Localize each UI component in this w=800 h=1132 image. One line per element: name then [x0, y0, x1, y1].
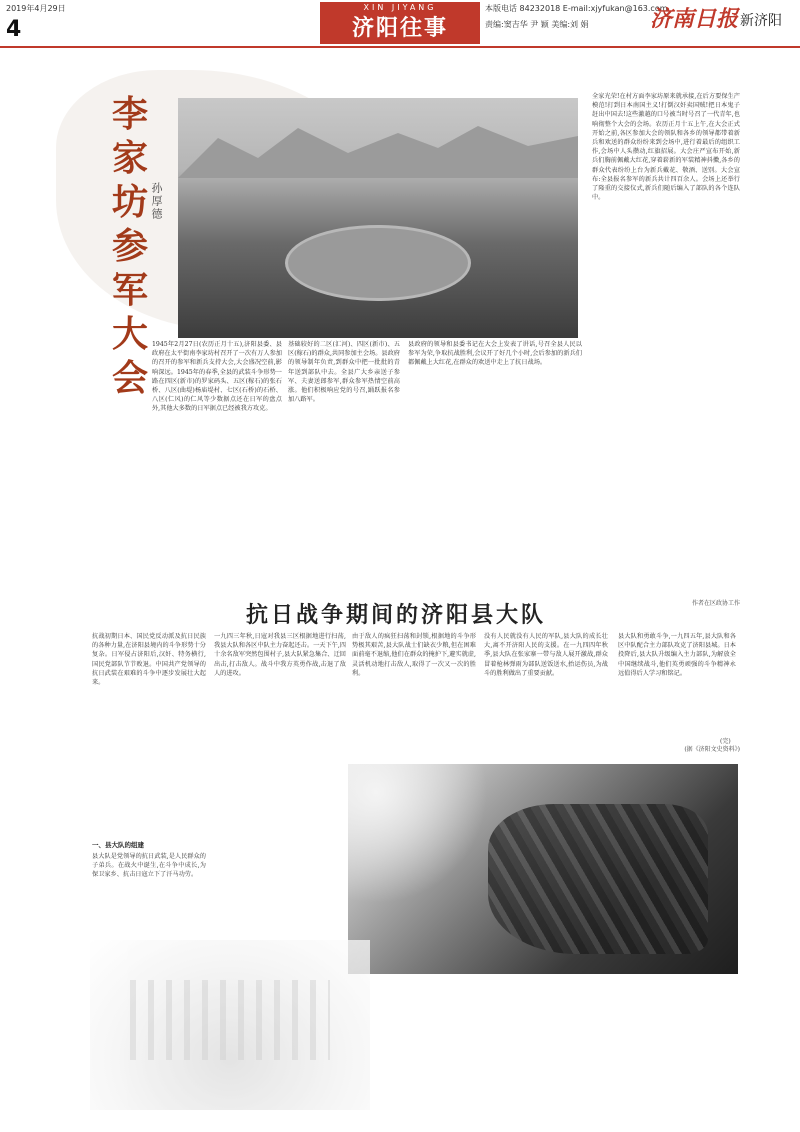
article2-col1b: 县大队是党领导的抗日武装,是人民群众的子弟兵。在战火中诞生,在斗争中成长,为保卫家乡、抗击日寇立下了汗马功劳。 [92, 853, 206, 879]
newspaper-sub-edition: 新济阳 [740, 13, 782, 29]
title-char: 参 [111, 225, 148, 267]
title-char: 大 [111, 313, 148, 355]
article1-credit: 作者在区政协工作 [691, 600, 740, 607]
title-char: 家 [111, 137, 148, 179]
title-char: 军 [111, 269, 148, 311]
soldiers-photo [348, 764, 738, 974]
section-pinyin: XIN JIYANG [320, 2, 480, 14]
section-title: 济阳往事 [351, 16, 448, 41]
photo-mist [348, 764, 488, 904]
page-header [0, 0, 800, 48]
ink-trees [130, 980, 330, 1060]
article2-col4: 没有人民就没有人民的军队,县大队的成长壮大,离不开济阳人民的支援。在一九四四年秋季,县大队在张家寨一带与敌人展开激战,群众冒着枪林弹雨为部队送饭送水,抬运伤员,为战斗的胜利做出了重要贡献。 [484, 633, 608, 677]
article1-author: 孙厚德 [150, 182, 163, 221]
section-banner [320, 14, 480, 44]
page-number: 4 [6, 17, 22, 42]
newspaper-logo: 济南日报 [650, 6, 739, 32]
ink-landscape-decoration [90, 940, 370, 1110]
article1-title [108, 92, 152, 400]
article1-body-mid2: 县政府的领导和县委书记在大会上发表了讲话,号召全县人民以参军为荣,争取抗战胜利,会议开了好几个小时,会后参加的新兵们都佩戴上大红花,在群众的欢送中走上了抗日战场。 [408, 341, 582, 367]
article2-col2: 一九四三年秋,日寇对我县三区根据地进行扫荡,我县大队和各区中队主力奋起还击。一天下午,四十余名敌军突然包围村子,县大队紧急集合、迂回出击,打击敌人。战斗中我方英勇作战,击退了敌人的进攻。 [214, 633, 346, 677]
article1-body-right: 全家光荣!在村方面李家坊原来就承接,在后方要保生产模范!打到日本南国主义!打倒汉奸卖国贼!把日本鬼子赶出中国去!这些激越的口号被当时号召了一代青年,也响彻整个大会的会场。农历正月十五上午,在大会正式开始之前,各区参加大会的领队和各乡的领导都带着新兵和欢送的群众纷纷来到会场中,进行着最后的组织工作,会场中人头攒动,红旗招展。大会庄严宣布开始,新兵们胸前佩戴大红花,穿着崭新的军装精神抖擞,各乡的群众代表纷纷上台为新兵戴花、敬酒、送别。大会宣布:全县报名参军的新兵共计四百余人。会场上还举行了隆重的交接仪式,新兵们随后编入了部队的各个连队中。 [592, 93, 740, 202]
title-char: 李 [111, 93, 148, 135]
title-char: 会 [111, 357, 148, 399]
issue-date: 2019年4月29日 [6, 4, 66, 13]
article2-col5: 县大队和勇敢斗争,一九四五年,县大队和各区中队配合主力部队攻克了济阳县城。日本投降后,县大队升级编入主力部队,为解放全中国继续战斗,他们英勇顽强的斗争精神永远值得后人学习和铭记。 [618, 633, 736, 677]
article2-subhead: 一、县大队的组建 [92, 841, 144, 849]
editor-credits: 责编:窦吉华 尹 颖 美编:刘 娟 [485, 20, 589, 29]
article2-title: 抗日战争期间的济阳县大队 [245, 602, 546, 628]
article1-body-mid: 基础较好的二区(汇河)、四区(新市)、五区(稼石)的群众,共同参加主会场。县政府的领导制年负责,到群众中把一批批的青年送到部队中去。全县广大乡亲送子参军、夫妻送郎参军,群众参军热情空前高涨。他们积极响应党的号召,踊跃报名参加八路军。 [288, 341, 400, 404]
article2-col1: 抗战初期日本、国民党反动派及抗日民族的各种力量,在济阳县境内的斗争形势十分复杂。日军侵占济阳后,汉奸、特务横行,国民党部队节节败退。中国共产党领导的抗日武装在艰难的斗争中逐步发展壮大起来。 [92, 633, 206, 687]
article1-body-left: 1945年2月27日(农历正月十五),济阳县委、县政府在太平街南李家坊村召开了一次有万人参加的召开的参军和新兵支持大会,大会盛况空前,影响深远。1945年的春季,全县的武装斗争形势一路在四区(新市)的罗家码头、五区(稼石)的张石桥、八区(曲堤)杨庙堤村、七区(石桥)的石桥、八区(仁风)的仁风等少数据点还在日军的盘点外,其他大多数的日军据点已经被我方攻克。 [152, 341, 282, 413]
editorial-contact: 本版电话 84232018 E-mail:xjyfukan@163.com [485, 4, 668, 13]
photo-soldiers [488, 804, 708, 954]
article2-credit: (据《济阳文史资料》) [684, 746, 740, 753]
header-rule [0, 46, 800, 48]
rally-photo [178, 98, 578, 338]
article2-end-mark: (完) [720, 738, 731, 745]
mountain-silhouette [178, 118, 578, 178]
title-char: 坊 [111, 181, 148, 223]
article2-col3: 由于敌人的疯狂扫荡和封锁,根据地的斗争形势极其艰苦,县大队战士们缺衣少粮,但在困难面前毫不退缩,他们在群众的掩护下,避实就虚,灵活机动地打击敌人,取得了一次又一次的胜利。 [352, 633, 476, 677]
rally-stage [288, 228, 468, 298]
